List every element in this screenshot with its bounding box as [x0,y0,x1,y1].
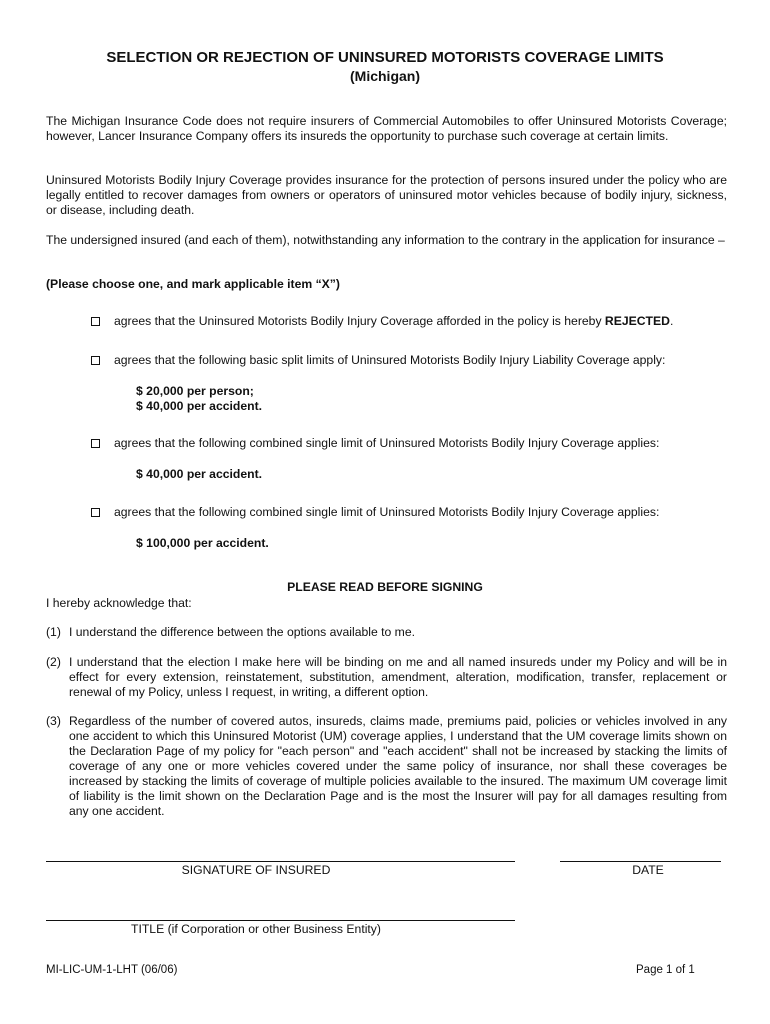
limit-csl-100000: $ 100,000 per accident. [136,536,269,550]
option-csl-40000-checkbox[interactable] [91,439,100,448]
item-3-text: Regardless of the number of covered autos, insureds, claims made, premiums paid, policies or vehicles involved in any one accident to which this Uninsured Motorist (UM) coverage applies, I understand that the UM coverage limits shown on the Declaration Page of my policy for "each person" and "each accident" shall not be increased by stacking the limits of coverage of any one or more vehicles covered under the same policy of insurance, nor shall these coverages be increased by stacking the limits of coverage of multiple policies available to the insured. The maximum UM coverage limit of liability is the limit shown on the Declaration Page and is the most the Insurer will pay for all damages resulting from any one accident. [69,714,727,818]
item-1-number: (1) [46,625,61,639]
title-label: TITLE (if Corporation or other Business Entity) [131,922,381,936]
acknowledgement-item-3 [46,714,727,819]
option-reject [91,314,731,329]
date-line[interactable] [560,861,721,862]
limit-per-person: $ 20,000 per person; [136,384,254,398]
option-reject-label: agrees that the Uninsured Motorists Bodily Injury Coverage afforded in the policy is hereby REJECTED. [114,314,674,328]
option-reject-checkbox[interactable] [91,317,100,326]
limit-csl-40000: $ 40,000 per accident. [136,467,263,481]
signature-line[interactable] [46,861,515,862]
option-csl-100000-label: agrees that the following combined single limit of Uninsured Motorists Bodily Injury Coverage applies: [114,505,660,519]
option-split-limits-checkbox[interactable] [91,356,100,365]
acknowledgement-item-1 [46,625,727,640]
intro-paragraph: The Michigan Insurance Code does not require insurers of Commercial Automobiles to offer Uninsured Motorists Coverage; however, Lancer Insurance Company offers its insureds the opportunity to purchase such coverage at certain limits. [46,114,727,143]
rejected-emphasis: REJECTED [604,314,670,328]
read-before-signing-heading: PLEASE READ BEFORE SIGNING [287,580,483,594]
undersigned-paragraph: The undersigned insured (and each of them), notwithstanding any information to the contrary in the application for insurance – [46,233,725,247]
acknowledge-text: I hereby acknowledge that: [46,596,192,610]
title-line[interactable] [46,920,515,921]
option-csl-40000-label: agrees that the following combined single limit of Uninsured Motorists Bodily Injury Coverage applies: [114,436,660,450]
acknowledgement-item-2 [46,655,727,700]
page-number: Page 1 of 1 [636,964,695,976]
signature-label: SIGNATURE OF INSURED [181,863,331,877]
form-number: MI-LIC-UM-1-LHT (06/06) [46,964,178,976]
instruction-text: (Please choose one, and mark applicable item “X”) [46,277,340,291]
limit-per-accident: $ 40,000 per accident. [136,399,263,413]
option-csl-100000-checkbox[interactable] [91,508,100,517]
definition-paragraph: Uninsured Motorists Bodily Injury Coverage provides insurance for the protection of persons insured under the policy who are legally entitled to recover damages from owners or operators of uninsured motor vehicles because of bodily injury, sickness, or disease, including death. [46,173,727,217]
document-subtitle: (Michigan) [350,68,420,84]
document-title: SELECTION OR REJECTION OF UNINSURED MOTORISTS COVERAGE LIMITS [106,49,664,66]
option-split-limits [91,353,731,368]
option-csl-40000 [91,436,731,451]
option-split-limits-label: agrees that the following basic split limits of Uninsured Motorists Bodily Injury Liability Coverage apply: [114,353,666,367]
item-2-text: I understand that the election I make here will be binding on me and all named insureds under my Policy and will be in effect for every extension, reinstatement, substitution, amendment, alteration, modification, transfer, replacement or renewal of my Policy, unless I request, in writing, a different option. [69,655,727,699]
option-csl-100000 [91,505,731,520]
date-label: DATE [632,863,664,877]
item-2-number: (2) [46,655,61,669]
item-3-number: (3) [46,714,61,728]
item-1-text: I understand the difference between the options available to me. [69,625,415,639]
